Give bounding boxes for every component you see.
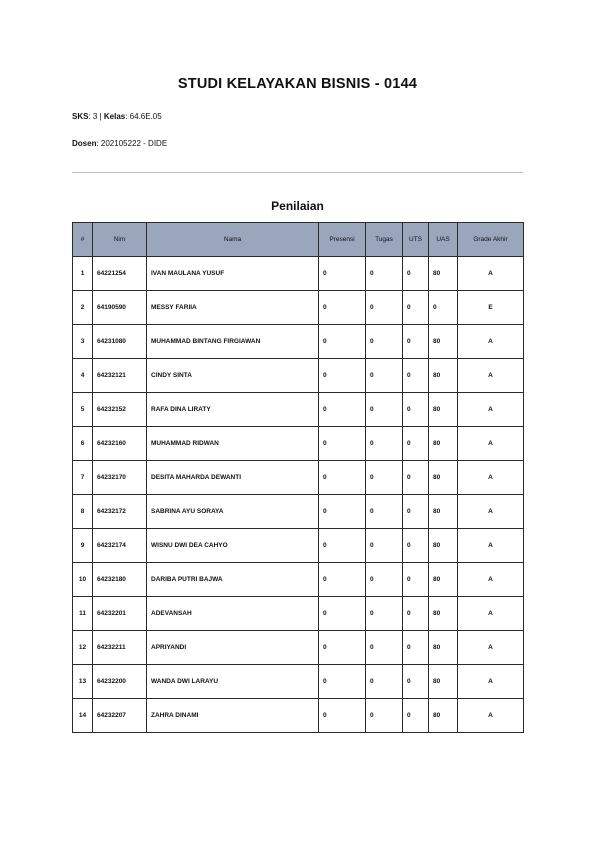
cell-nama: MESSY FARIIA [147,291,319,325]
column-header-uas: UAS [429,223,458,257]
cell-nim: 64232160 [93,427,147,461]
cell-uts: 0 [403,597,429,631]
cell-grade-akhir: A [458,359,524,393]
column-header-nama: Nama [147,223,319,257]
course-meta-dosen [72,139,167,148]
cell-nama: MUHAMMAD BINTANG FIRGIAWAN [147,325,319,359]
cell-uas: 80 [429,495,458,529]
cell-uas: 80 [429,563,458,597]
cell-no: 7 [73,461,93,495]
cell-uts: 0 [403,461,429,495]
cell-grade-akhir: A [458,665,524,699]
cell-nama: ADEVANSAH [147,597,319,631]
course-meta-sks-kelas [72,112,162,121]
cell-uas: 80 [429,257,458,291]
cell-nim: 64221254 [93,257,147,291]
column-header-tugas: Tugas [366,223,403,257]
table-row [73,461,524,495]
cell-tugas: 0 [366,665,403,699]
cell-uas: 80 [429,597,458,631]
kelas-label: Kelas [103,112,126,121]
cell-presensi: 0 [319,359,366,393]
cell-nim: 64190590 [93,291,147,325]
column-header-grade-akhir: Grade Akhir [458,223,524,257]
cell-grade-akhir: A [458,699,524,733]
cell-uas: 80 [429,699,458,733]
cell-presensi: 0 [319,291,366,325]
cell-uas: 80 [429,393,458,427]
cell-uts: 0 [403,291,429,325]
cell-presensi: 0 [319,597,366,631]
cell-tugas: 0 [366,597,403,631]
cell-tugas: 0 [366,393,403,427]
cell-tugas: 0 [366,257,403,291]
cell-nama: ZAHRA DINAMI [147,699,319,733]
cell-nama: CINDY SINTA [147,359,319,393]
cell-nim: 64232200 [93,665,147,699]
cell-no: 10 [73,563,93,597]
cell-nim: 64232152 [93,393,147,427]
table-row [73,359,524,393]
cell-nim: 64232172 [93,495,147,529]
cell-no: 8 [73,495,93,529]
cell-nim: 64232121 [93,359,147,393]
sks-value: : 3 | [88,112,104,121]
grades-table-header [73,223,524,257]
cell-no: 5 [73,393,93,427]
table-row [73,631,524,665]
cell-nim: 64232201 [93,597,147,631]
cell-nim: 64232174 [93,529,147,563]
cell-grade-akhir: E [458,291,524,325]
cell-uts: 0 [403,325,429,359]
column-header-nim: Nim [93,223,147,257]
cell-grade-akhir: A [458,495,524,529]
section-divider [72,172,523,173]
cell-nama: MUHAMMAD RIDWAN [147,427,319,461]
cell-nim: 64232170 [93,461,147,495]
cell-uts: 0 [403,631,429,665]
cell-no: 14 [73,699,93,733]
cell-uts: 0 [403,393,429,427]
cell-nim: 64231080 [93,325,147,359]
cell-presensi: 0 [319,699,366,733]
cell-no: 12 [73,631,93,665]
cell-grade-akhir: A [458,257,524,291]
cell-presensi: 0 [319,461,366,495]
cell-uas: 80 [429,325,458,359]
cell-no: 2 [73,291,93,325]
cell-nama: IVAN MAULANA YUSUF [147,257,319,291]
cell-uts: 0 [403,359,429,393]
cell-tugas: 0 [366,427,403,461]
column-header-uts: UTS [403,223,429,257]
cell-uas: 80 [429,529,458,563]
grades-table [72,222,524,733]
cell-nama: WANDA DWI LARAYU [147,665,319,699]
cell-uts: 0 [403,495,429,529]
cell-tugas: 0 [366,631,403,665]
cell-tugas: 0 [366,699,403,733]
table-row [73,257,524,291]
cell-uts: 0 [403,665,429,699]
cell-presensi: 0 [319,325,366,359]
cell-presensi: 0 [319,563,366,597]
cell-grade-akhir: A [458,393,524,427]
cell-grade-akhir: A [458,597,524,631]
cell-presensi: 0 [319,665,366,699]
cell-uts: 0 [403,699,429,733]
cell-presensi: 0 [319,529,366,563]
cell-uts: 0 [403,257,429,291]
dosen-value: : 202105222 - DIDE [96,139,168,148]
table-row [73,597,524,631]
cell-uts: 0 [403,427,429,461]
cell-uas: 80 [429,631,458,665]
table-row [73,427,524,461]
cell-no: 1 [73,257,93,291]
sks-label: SKS [72,112,89,121]
cell-uas: 80 [429,665,458,699]
table-row [73,393,524,427]
cell-grade-akhir: A [458,529,524,563]
table-row [73,529,524,563]
cell-tugas: 0 [366,291,403,325]
cell-nama: SABRINA AYU SORAYA [147,495,319,529]
section-title-penilaian: Penilaian [271,199,324,213]
cell-presensi: 0 [319,393,366,427]
kelas-value: : 64.6E.05 [125,112,162,121]
cell-tugas: 0 [366,359,403,393]
table-row [73,325,524,359]
cell-uas: 80 [429,359,458,393]
cell-nim: 64232180 [93,563,147,597]
cell-presensi: 0 [319,495,366,529]
cell-tugas: 0 [366,495,403,529]
cell-no: 4 [73,359,93,393]
cell-grade-akhir: A [458,427,524,461]
cell-uas: 0 [429,291,458,325]
grades-table-body [73,257,524,733]
cell-uts: 0 [403,529,429,563]
cell-uas: 80 [429,461,458,495]
cell-tugas: 0 [366,563,403,597]
cell-no: 13 [73,665,93,699]
cell-no: 9 [73,529,93,563]
table-row [73,699,524,733]
cell-nama: APRIYANDI [147,631,319,665]
table-row [73,563,524,597]
table-row [73,495,524,529]
cell-tugas: 0 [366,325,403,359]
cell-tugas: 0 [366,461,403,495]
dosen-label: Dosen [72,139,97,148]
cell-no: 6 [73,427,93,461]
column-header-no: # [73,223,93,257]
table-row [73,665,524,699]
cell-tugas: 0 [366,529,403,563]
cell-grade-akhir: A [458,461,524,495]
cell-nim: 64232211 [93,631,147,665]
cell-nama: DESITA MAHARDA DEWANTI [147,461,319,495]
cell-uts: 0 [403,563,429,597]
cell-nama: WISNU DWI DEA CAHYO [147,529,319,563]
cell-presensi: 0 [319,257,366,291]
course-title: STUDI KELAYAKAN BISNIS - 0144 [177,76,418,92]
cell-presensi: 0 [319,427,366,461]
table-row [73,291,524,325]
cell-nama: RAFA DINA LIRATY [147,393,319,427]
cell-grade-akhir: A [458,563,524,597]
column-header-presensi: Presensi [319,223,366,257]
cell-grade-akhir: A [458,631,524,665]
cell-presensi: 0 [319,631,366,665]
header-row [73,223,524,257]
cell-no: 3 [73,325,93,359]
cell-uas: 80 [429,427,458,461]
cell-nama: DARIBA PUTRI BAJWA [147,563,319,597]
cell-nim: 64232207 [93,699,147,733]
cell-no: 11 [73,597,93,631]
cell-grade-akhir: A [458,325,524,359]
